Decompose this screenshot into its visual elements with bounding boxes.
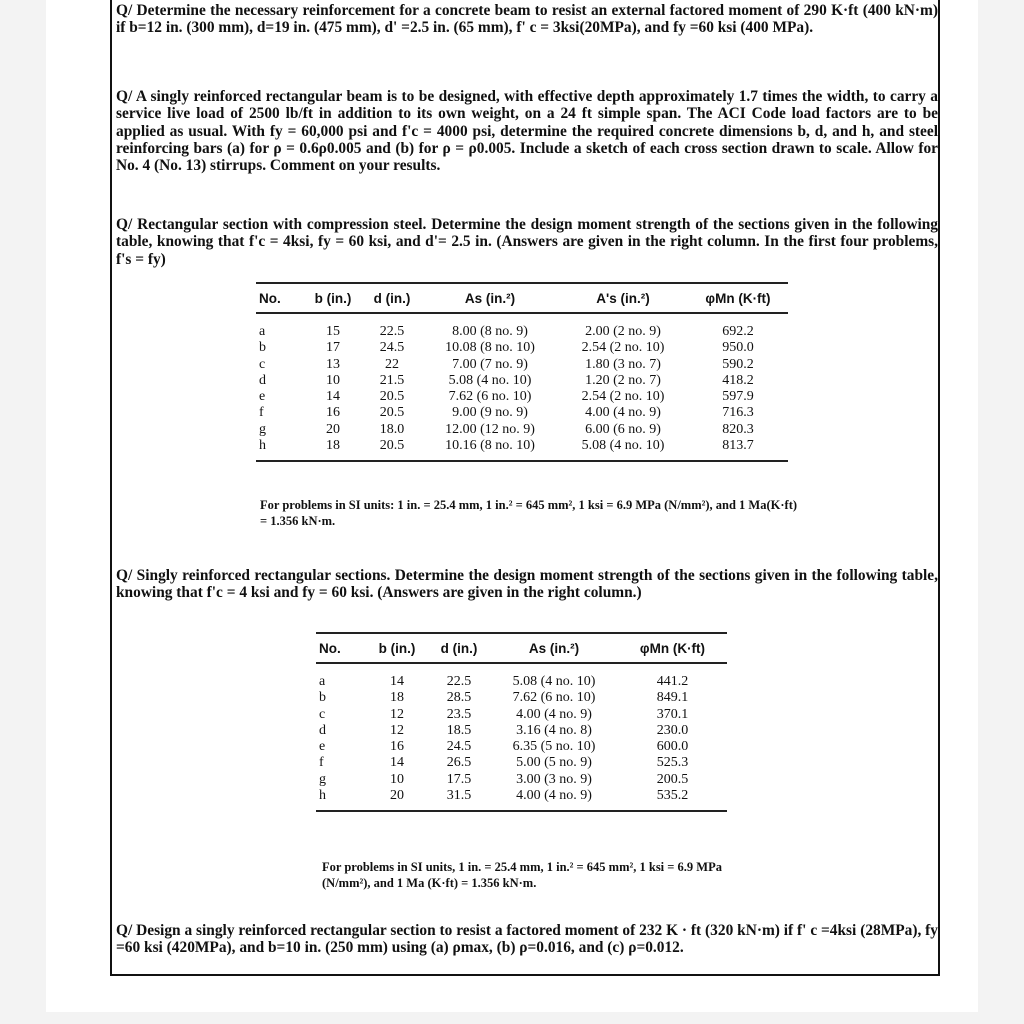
table-cell: h (316, 788, 366, 811)
table-cell: 525.3 (656, 755, 689, 771)
header-as: As (in.²) (422, 283, 558, 313)
table-cell: 17 (326, 340, 340, 356)
table-cell: 14 (390, 755, 404, 771)
table-cell: 849.1 (656, 690, 689, 706)
table-row (256, 357, 788, 373)
table-cell: d (319, 722, 326, 738)
table-cell: 20 (366, 788, 428, 811)
table-cell: 5.00 (5 no. 9) (516, 755, 592, 771)
table-cell: 4.00 (4 no. 9) (490, 788, 618, 811)
table-cell: 22.5 (379, 324, 405, 339)
table-row (256, 405, 788, 421)
table-cell: 14 (326, 389, 340, 405)
header-no: No. (316, 633, 366, 663)
table-row (316, 739, 727, 755)
question-5: Q/ Design a singly reinforced rectangular section to resist a factored moment of 232 K · ft (320 kN·m) if f' c =4ksi (28MPa), fy =60 ksi (420MPa), and b=10 in. (250 mm) using (a) ρmax, (b) ρ=0.016, and (c) ρ=0.012. (116, 922, 938, 957)
table-cell: f (319, 755, 324, 771)
table-cell: 28.5 (446, 690, 472, 706)
table-cell: 5.08 (4 no. 10) (558, 438, 688, 461)
table-cell: 26.5 (446, 755, 472, 771)
table-cell: 7.62 (6 no. 10) (512, 690, 596, 706)
header-b: b (in.) (304, 283, 362, 313)
table-cell: 600.0 (656, 739, 689, 755)
table-cell: 8.00 (8 no. 9) (452, 324, 528, 339)
table-cell: 10.16 (8 no. 10) (422, 438, 558, 461)
table-cell: c (259, 356, 266, 372)
table-cell: 230.0 (656, 722, 689, 738)
table-cell: 6.00 (6 no. 9) (585, 421, 661, 437)
table-body (316, 663, 727, 811)
table-cell: 23.5 (446, 706, 472, 722)
table-cell: 6.35 (5 no. 10) (512, 739, 596, 755)
table-cell: 535.2 (618, 788, 727, 811)
table-cell: d (259, 372, 266, 388)
question-2: Q/ A singly reinforced rectangular beam is to be designed, with effective depth approximately 1.7 times the width, to carry a service live load of 2500 lb/ft in addition to its own weight, on a 24 ft simple span. The ACI Code load factors are to be applied as usual. With fy = 60,000 psi and f'c = 4000 psi, determine the required concrete dimensions b, d, and h, and steel reinforcing bars (a) for ρ = 0.6ρ0.005 and (b) for ρ = ρ0.005. Include a sketch of each cross section drawn to scale. Allow for No. 4 (No. 13) stirrups. Comment on your results. (116, 88, 938, 175)
table-cell: 12 (390, 706, 404, 722)
table-cell: 4.00 (4 no. 9) (585, 405, 661, 421)
table-cell: 1.80 (3 no. 7) (585, 356, 661, 372)
table-cell: 20.5 (362, 438, 422, 461)
table-header-row (316, 633, 727, 663)
table-cell: 9.00 (9 no. 9) (452, 405, 528, 421)
table-cell: 2.54 (2 no. 10) (581, 389, 665, 405)
table-cell: 15 (326, 324, 340, 339)
table-cell: 590.2 (722, 356, 754, 372)
table-cell: 5.08 (4 no. 10) (512, 674, 596, 689)
table-cell: 370.1 (656, 706, 689, 722)
table-cell: 21.5 (379, 372, 405, 388)
header-b: b (in.) (366, 633, 428, 663)
table-cell: a (259, 324, 266, 339)
table-cell: 24.5 (379, 340, 405, 356)
table-cell: a (319, 674, 326, 689)
singly-reinforced-table (316, 632, 727, 812)
table-cell: 22 (385, 356, 399, 372)
table-cell: 692.2 (722, 324, 754, 339)
table-row (256, 438, 788, 461)
table-cell: e (259, 389, 266, 405)
table-cell: g (319, 771, 326, 787)
table-row (316, 663, 727, 690)
table-cell: 18 (304, 438, 362, 461)
table-row (256, 373, 788, 389)
table-header-row (256, 283, 788, 313)
header-phi-mn: φMn (K·ft) (618, 633, 727, 663)
table-cell: 441.2 (656, 674, 689, 689)
table-row (316, 755, 727, 771)
table1-si-note: For problems in SI units: 1 in. = 25.4 mm, 1 in.² = 645 mm², 1 ksi = 6.9 MPa (N/mm²), and 1 Ma(K·ft) = 1.356 kN·m. (260, 498, 798, 528)
table-cell: 16 (390, 739, 404, 755)
table-cell: 20 (326, 421, 340, 437)
table-cell: 14 (390, 674, 404, 689)
table-cell: 3.16 (4 no. 8) (516, 722, 592, 738)
table-cell: g (259, 421, 266, 437)
table-row (256, 422, 788, 438)
question-3: Q/ Rectangular section with compression steel. Determine the design moment strength of the sections given in the following table, knowing that f'c = 4ksi, fy = 60 ksi, and d'= 2.5 in. (Answers are given in the right column. In the first four problems, f's = fy) (116, 216, 938, 268)
table-cell: c (319, 706, 326, 722)
table-row (256, 389, 788, 405)
table-row (256, 313, 788, 340)
table-cell: 24.5 (446, 739, 472, 755)
header-as: As (in.²) (490, 633, 618, 663)
table-cell: 10 (326, 372, 340, 388)
table-row (316, 788, 727, 811)
table-cell: 597.9 (722, 389, 754, 405)
table-cell: 10 (390, 771, 404, 787)
table-body (256, 313, 788, 461)
table-cell: 13 (326, 356, 340, 372)
table2-si-note: For problems in SI units, 1 in. = 25.4 mm, 1 in.² = 645 mm², 1 ksi = 6.9 MPa (N/mm²), and 1 Ma (K·ft) = 1.356 kN·m. (322, 860, 722, 890)
table-row (316, 723, 727, 739)
compression-steel-table (256, 282, 788, 462)
header-d: d (in.) (362, 283, 422, 313)
table-cell: 18.0 (379, 421, 405, 437)
table-cell: 2.00 (2 no. 9) (585, 324, 661, 339)
table-cell: h (256, 438, 304, 461)
table-cell: 813.7 (688, 438, 788, 461)
table-cell: 200.5 (656, 771, 689, 787)
table-cell: b (319, 690, 326, 706)
table-row (256, 340, 788, 356)
table-row (316, 707, 727, 723)
header-phi-mn: φMn (K·ft) (688, 283, 788, 313)
table-cell: 10.08 (8 no. 10) (445, 340, 535, 356)
table-cell: 4.00 (4 no. 9) (516, 706, 592, 722)
table-row (316, 772, 727, 788)
question-4: Q/ Singly reinforced rectangular sections. Determine the design moment strength of the sections given in the following table, knowing that f'c = 4 ksi and fy = 60 ksi. (Answers are given in the right column.) (116, 567, 938, 602)
table-cell: 1.20 (2 no. 7) (585, 372, 661, 388)
table-cell: 7.00 (7 no. 9) (452, 356, 528, 372)
table-cell: 31.5 (428, 788, 490, 811)
table-row (316, 690, 727, 706)
table-cell: 5.08 (4 no. 10) (448, 372, 532, 388)
table-cell: 820.3 (722, 421, 754, 437)
table-cell: 20.5 (379, 389, 405, 405)
header-no: No. (256, 283, 304, 313)
table-cell: 20.5 (379, 405, 405, 421)
table-cell: 3.00 (3 no. 9) (516, 771, 592, 787)
table-cell: f (259, 405, 264, 421)
table-cell: b (259, 340, 266, 356)
table-cell: 12 (390, 722, 404, 738)
table-cell: 716.3 (722, 405, 754, 421)
table-cell: 418.2 (722, 372, 754, 388)
table-cell: 7.62 (6 no. 10) (448, 389, 532, 405)
table-cell: 18 (390, 690, 404, 706)
table-cell: 2.54 (2 no. 10) (581, 340, 665, 356)
table-cell: 16 (326, 405, 340, 421)
table-cell: 22.5 (446, 674, 472, 689)
table-cell: 950.0 (722, 340, 754, 356)
question-1: Q/ Determine the necessary reinforcement for a concrete beam to resist an external factored moment of 290 K·ft (400 kN·m) if b=12 in. (300 mm), d=19 in. (475 mm), d' =2.5 in. (65 mm), f' c = 3ksi(20MPa), and fy =60 ksi (400 MPa). (116, 2, 938, 37)
header-d: d (in.) (428, 633, 490, 663)
table-cell: 12.00 (12 no. 9) (445, 421, 535, 437)
table-cell: e (319, 739, 326, 755)
table-cell: 18.5 (446, 722, 472, 738)
table-cell: 17.5 (446, 771, 472, 787)
header-as-prime: A's (in.²) (558, 283, 688, 313)
